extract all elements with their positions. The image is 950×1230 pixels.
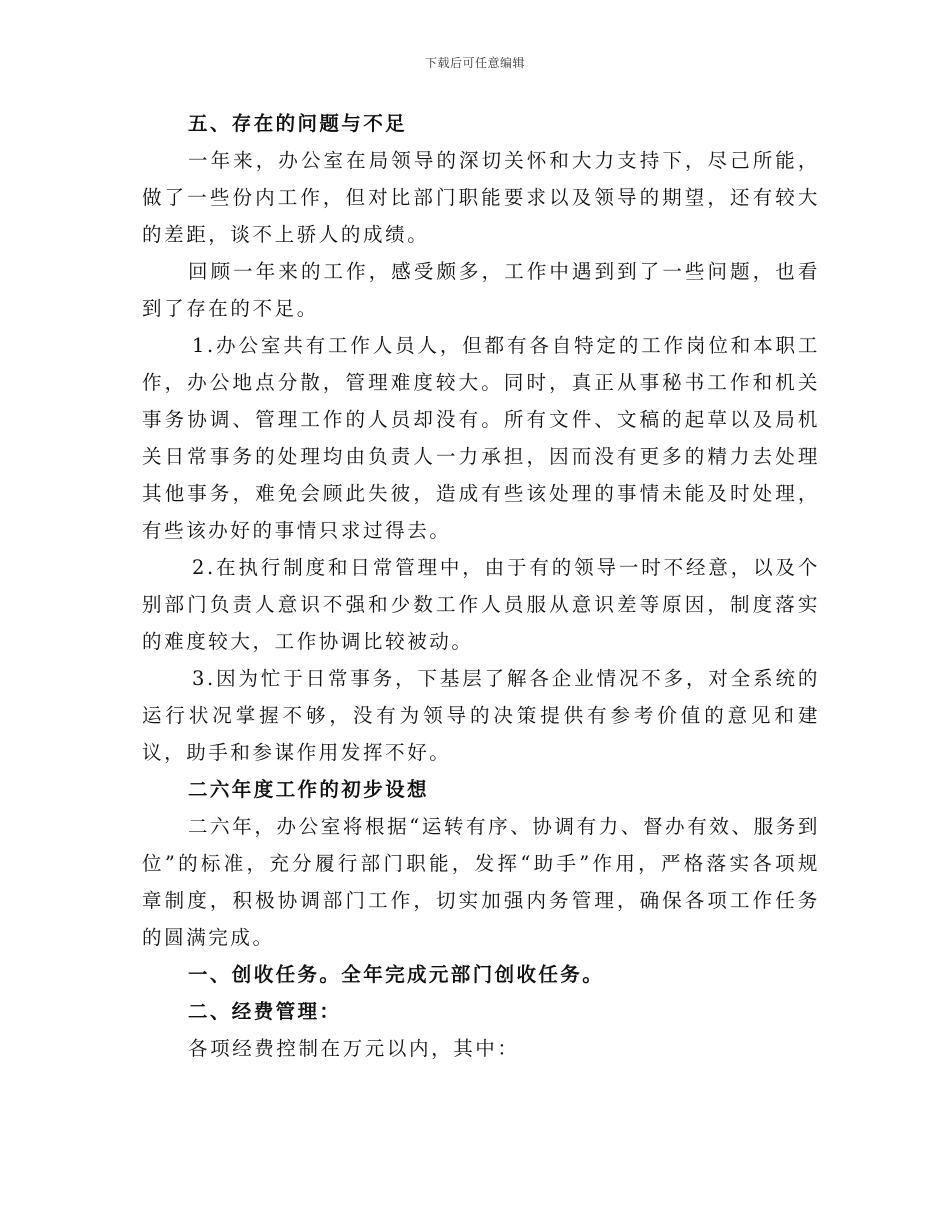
section-heading-problems: 五、存在的问题与不足 — [188, 112, 408, 135]
section-heading-plan: 二六年度工作的初步设想 — [188, 778, 429, 801]
paragraph-plan-intro: 二六年，办公室将根据“运转有序、协调有力、督办有效、服务到位”的标准，充分履行部门职能，发挥“助手”作用，严格落实各项规章制度，积极协调部门工作，切实加强内务管理，确保各项工作任务的圆满完成。 — [142, 815, 820, 949]
document-body — [142, 105, 820, 1067]
paragraph-issue-2: 2.在执行制度和日常管理中，由于有的领导一时不经意，以及个别部门负责人意识不强和少数工作人员服从意识差等原因，制度落实的难度较大，工作协调比较被动。 — [142, 556, 820, 653]
paragraph-year-review: 一年来，办公室在局领导的深切关怀和大力支持下，尽己所能，做了一些份内工作，但对比部门职能要求以及领导的期望，还有较大的差距，谈不上骄人的成绩。 — [142, 149, 820, 246]
subheading-expense-management: 二、经费管理： — [188, 1000, 342, 1023]
page-header-note: 下载后可任意编辑 — [424, 56, 525, 70]
paragraph-issue-3: 3.因为忙于日常事务，下基层了解各企业情况不多，对全系统的运行状况掌握不够，没有为领导的决策提供有参考价值的意见和建议，助手和参谋作用发挥不好。 — [142, 667, 820, 764]
paragraph-expense-limit: 各项经费控制在万元以内，其中： — [188, 1037, 520, 1060]
paragraph-reflection: 回顾一年来的工作，感受颇多，工作中遇到到了一些问题，也看到了存在的不足。 — [142, 260, 820, 320]
paragraph-issue-1: 1.办公室共有工作人员人，但都有各自特定的工作岗位和本职工作，办公地点分散，管理难度较大。同时，真正从事秘书工作和机关事务协调、管理工作的人员却没有。所有文件、文稿的起草以及局机关日常事务的处理均由负责人一力承担，因而没有更多的精力去处理其他事务，难免会顾此失彼，造成有些该处理的事情未能及时处理，有些该办好的事情只求过得去。 — [142, 334, 820, 542]
subheading-revenue-task: 一、创收任务。全年完成元部门创收任务。 — [188, 963, 605, 986]
